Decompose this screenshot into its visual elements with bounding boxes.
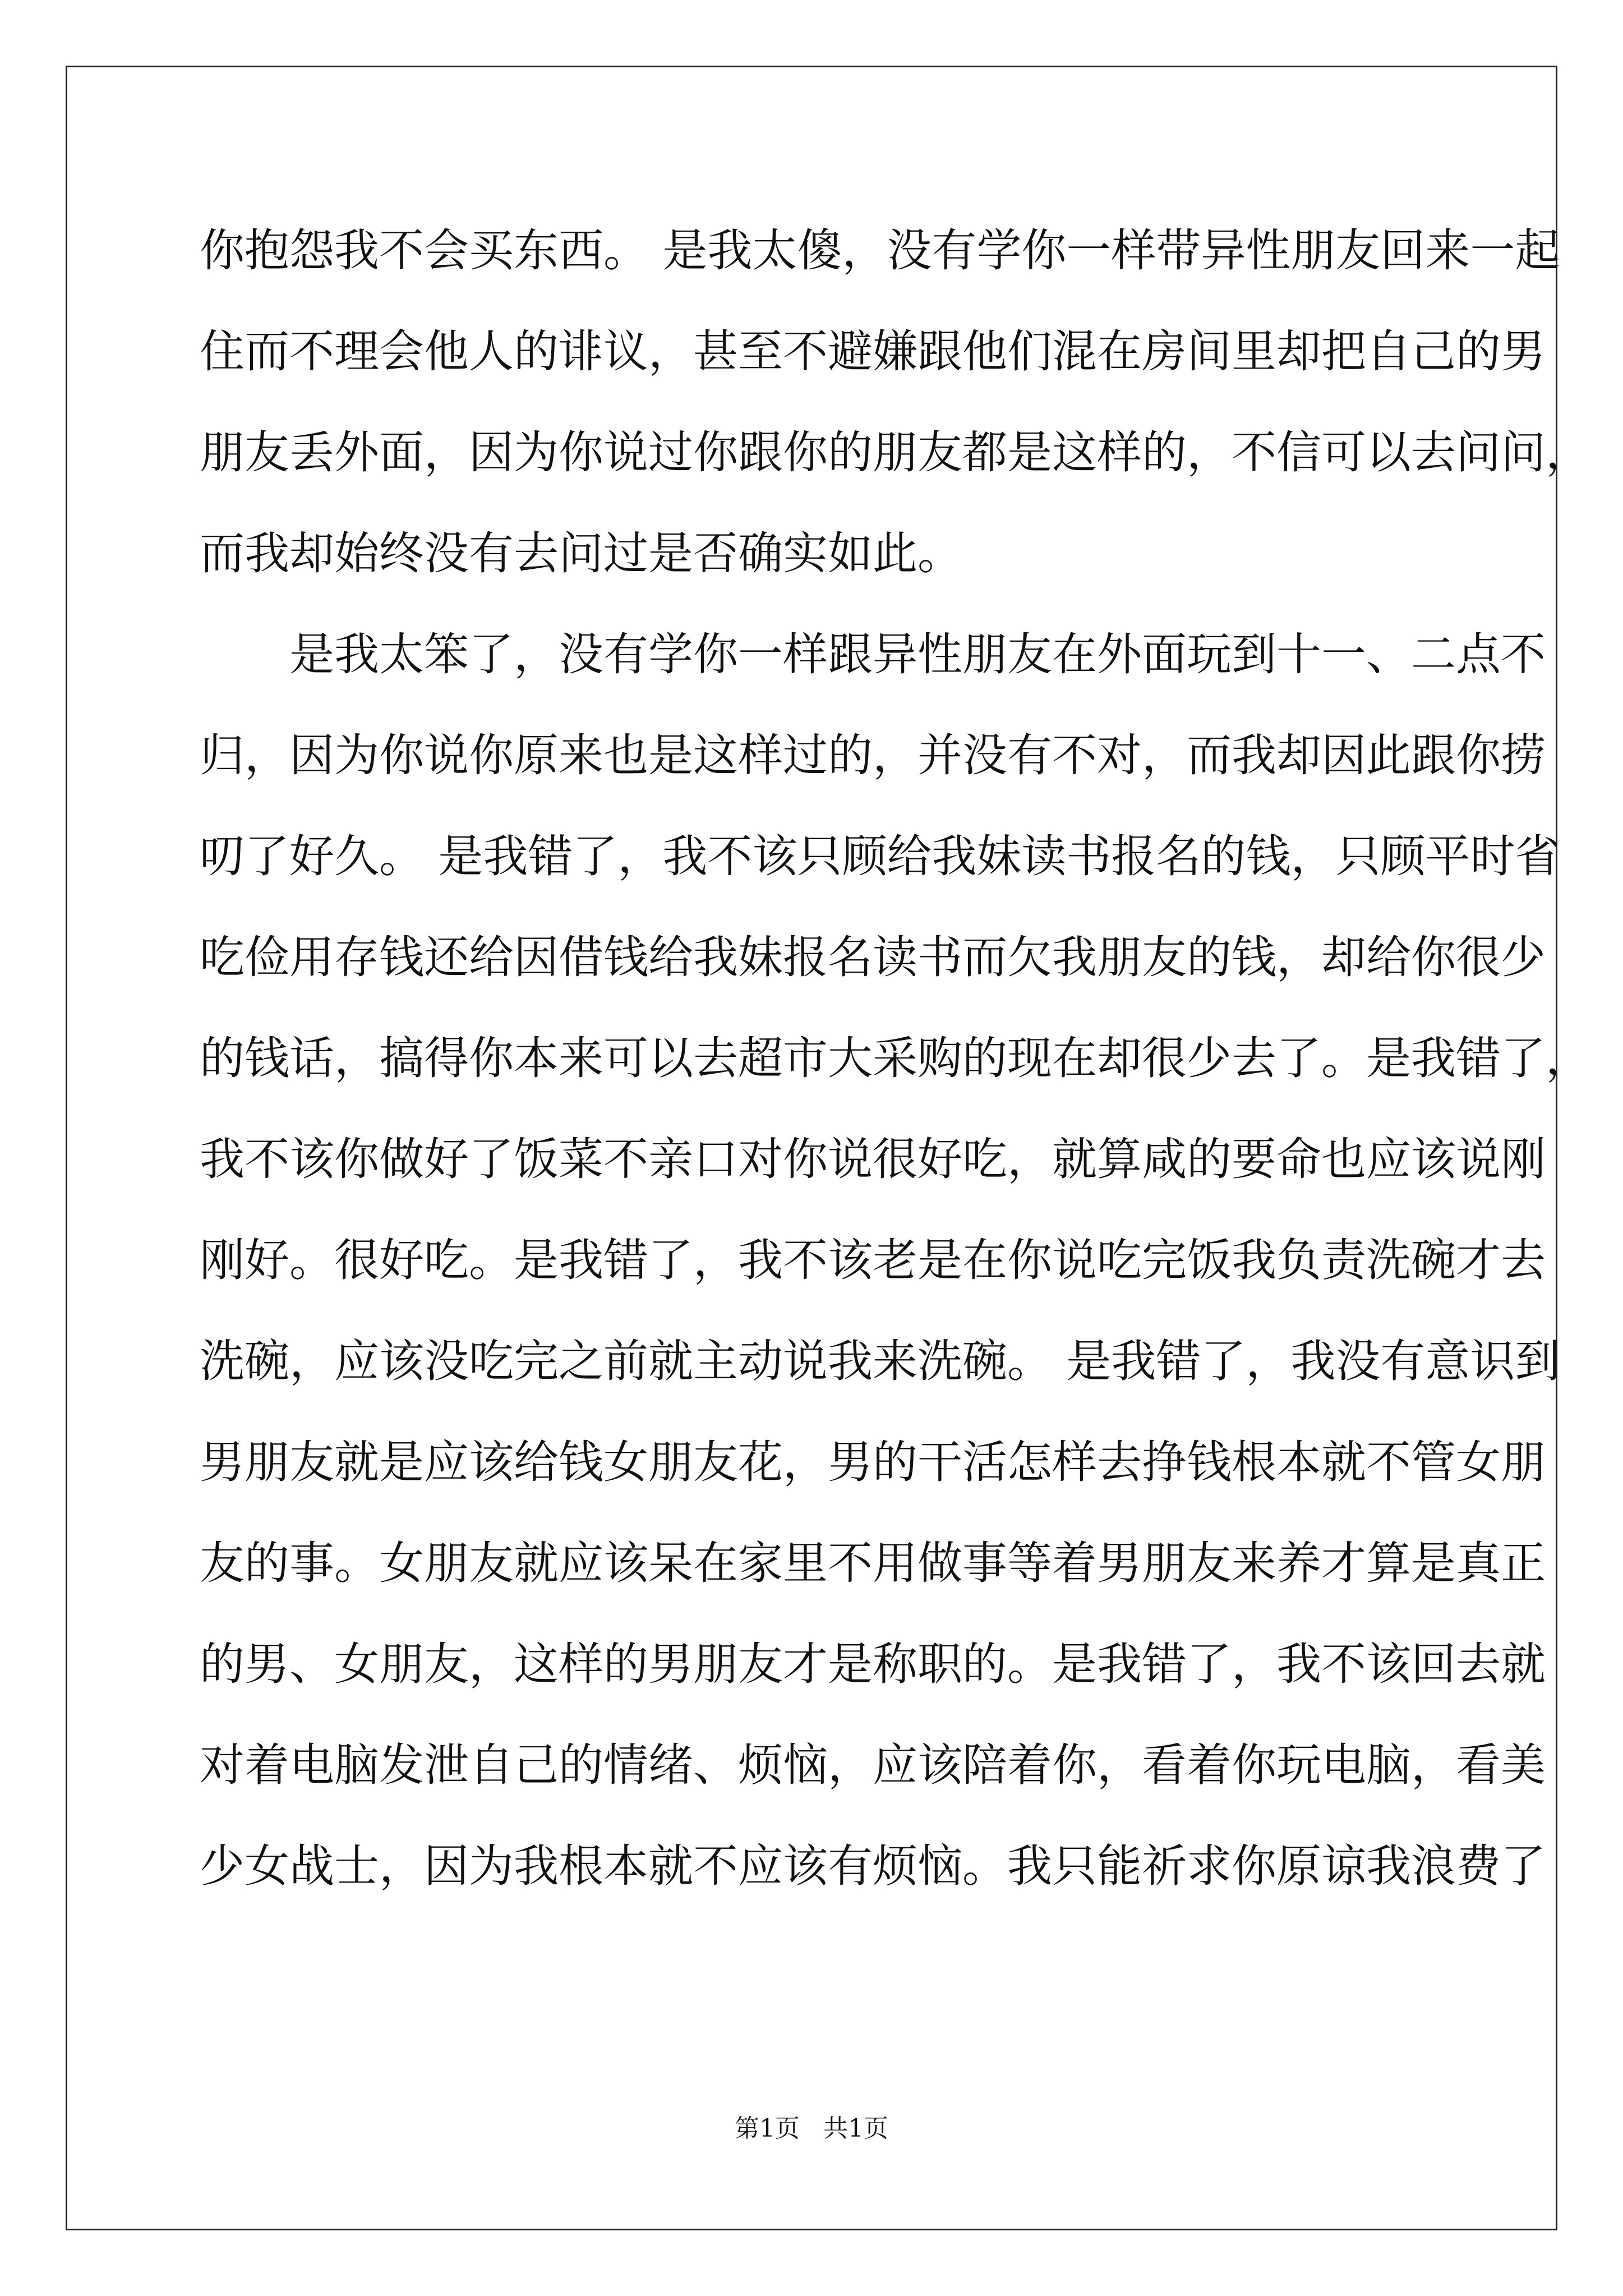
text-line: 你抱怨我不会买东西。 是我太傻，没有学你一样带异性朋友回来一起	[200, 224, 1560, 277]
text-line: 少女战士，因为我根本就不应该有烦恼。我只能祈求你原谅我浪费了	[200, 1840, 1546, 1892]
text-line: 对着电脑发泄自己的情绪、烦恼，应该陪着你，看着你玩电脑，看美	[200, 1739, 1546, 1791]
text-line: 而我却始终没有去问过是否确实如此。	[200, 527, 962, 579]
text-line: 吃俭用存钱还给因借钱给我妹报名读书而欠我朋友的钱，却给你很少	[200, 931, 1546, 983]
text-line: 男朋友就是应该给钱女朋友花，男的干活怎样去挣钱根本就不管女朋	[200, 1436, 1546, 1488]
text-line: 归，因为你说你原来也是这样过的，并没有不对，而我却因此跟你捞	[200, 729, 1546, 781]
text-line: 洗碗，应该没吃完之前就主动说我来洗碗。 是我错了，我没有意识到	[200, 1335, 1560, 1387]
text-line: 友的事。女朋友就应该呆在家里不用做事等着男朋友来养才算是真正	[200, 1537, 1546, 1589]
text-line: 叨了好久。 是我错了，我不该只顾给我妹读书报名的钱，只顾平时省	[200, 830, 1560, 882]
text-line: 的男、女朋友，这样的男朋友才是称职的。是我错了，我不该回去就	[200, 1638, 1546, 1690]
page-footer: 第1页 共1页	[735, 2114, 888, 2143]
text-line: 刚好。很好吃。是我错了，我不该老是在你说吃完饭我负责洗碗才去	[200, 1234, 1546, 1286]
text-line: 是我太笨了，没有学你一样跟异性朋友在外面玩到十一、二点不	[200, 628, 1546, 680]
text-line: 我不该你做好了饭菜不亲口对你说很好吃，就算咸的要命也应该说刚	[200, 1133, 1546, 1185]
text-line: 朋友丢外面，因为你说过你跟你的朋友都是这样的，不信可以去问问，	[200, 426, 1590, 478]
text-line: 住而不理会他人的诽议，甚至不避嫌跟他们混在房间里却把自己的男	[200, 325, 1546, 378]
text-line: 的钱话，搞得你本来可以去超市大采购的现在却很少去了。是我错了，	[200, 1032, 1590, 1084]
